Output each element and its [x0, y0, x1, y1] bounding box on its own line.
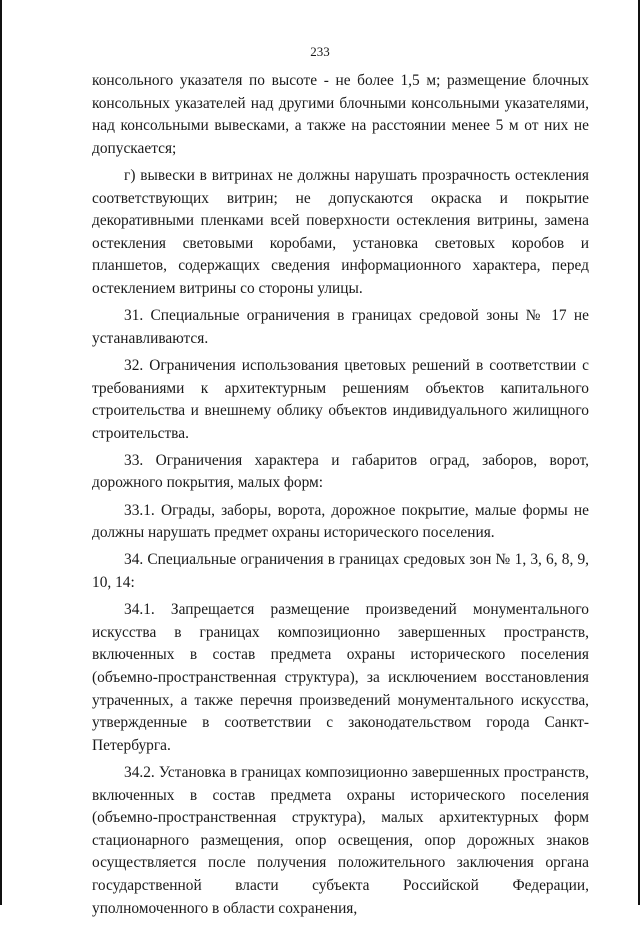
paragraph-32: 32. Ограничения использования цветовых решений в соответствии с требованиями к архитектурным решениям объектов капитального строительства и внешнему облику объектов индивидуального жилищного строительства.: [92, 356, 589, 442]
paragraph-item-g: г) вывески в витринах не должны нарушать прозрачность остекления соответствующих витрин; не допускаются окраска и покрытие декоративными пленками всей поверхности остекления витрины, замена остекления световыми коробами, установка световых коробов и планшетов, содержащих сведения информационного характера, перед остеклением витрины со стороны улицы.: [92, 166, 589, 297]
paragraph-continuation: консольного указателя по высоте - не более 1,5 м; размещение блочных консольных указателей над другими блочными консольными указателями, над консольными вывесками, а также на расстоянии менее 5 м от них не допускается;: [92, 72, 589, 157]
page-number: 233: [310, 44, 330, 59]
paragraph-34: 34. Специальные ограничения в границах средовых зон № 1, 3, 6, 8, 9, 10, 14:: [92, 551, 589, 592]
paragraph-33: 33. Ограничения характера и габаритов оград, заборов, ворот, дорожного покрытия, малых форм:: [92, 451, 589, 492]
paragraph-34-2: 34.2. Установка в границах композиционно завершенных пространств, включенных в состав предмета охраны исторического поселения (объемно-пространственная структура), малых архитектурных форм стационарного размещения, опор освещения, опор дорожных знаков осуществляется после получения положительного заключения органа государственной власти субъекта Российской Федерации, уполномоченного в области сохранения,: [92, 763, 589, 917]
document-body: [92, 70, 589, 925]
paragraph-33-1: 33.1. Ограды, заборы, ворота, дорожное покрытие, малые формы не должны нарушать предмет охраны исторического поселения.: [92, 501, 589, 542]
paragraph-34-1: 34.1. Запрещается размещение произведений монументального искусства в границах композиционно завершенных пространств, включенных в состав предмета охраны исторического поселения (объемно-пространственная структура), за исключением восстановления утраченных, а также перечня произведений монументального искусства, утвержденные в соответствии с законодательством города Санкт-Петербурга.: [92, 601, 589, 754]
paragraph-31: 31. Специальные ограничения в границах средовой зоны № 17 не устанавливаются.: [92, 307, 589, 347]
